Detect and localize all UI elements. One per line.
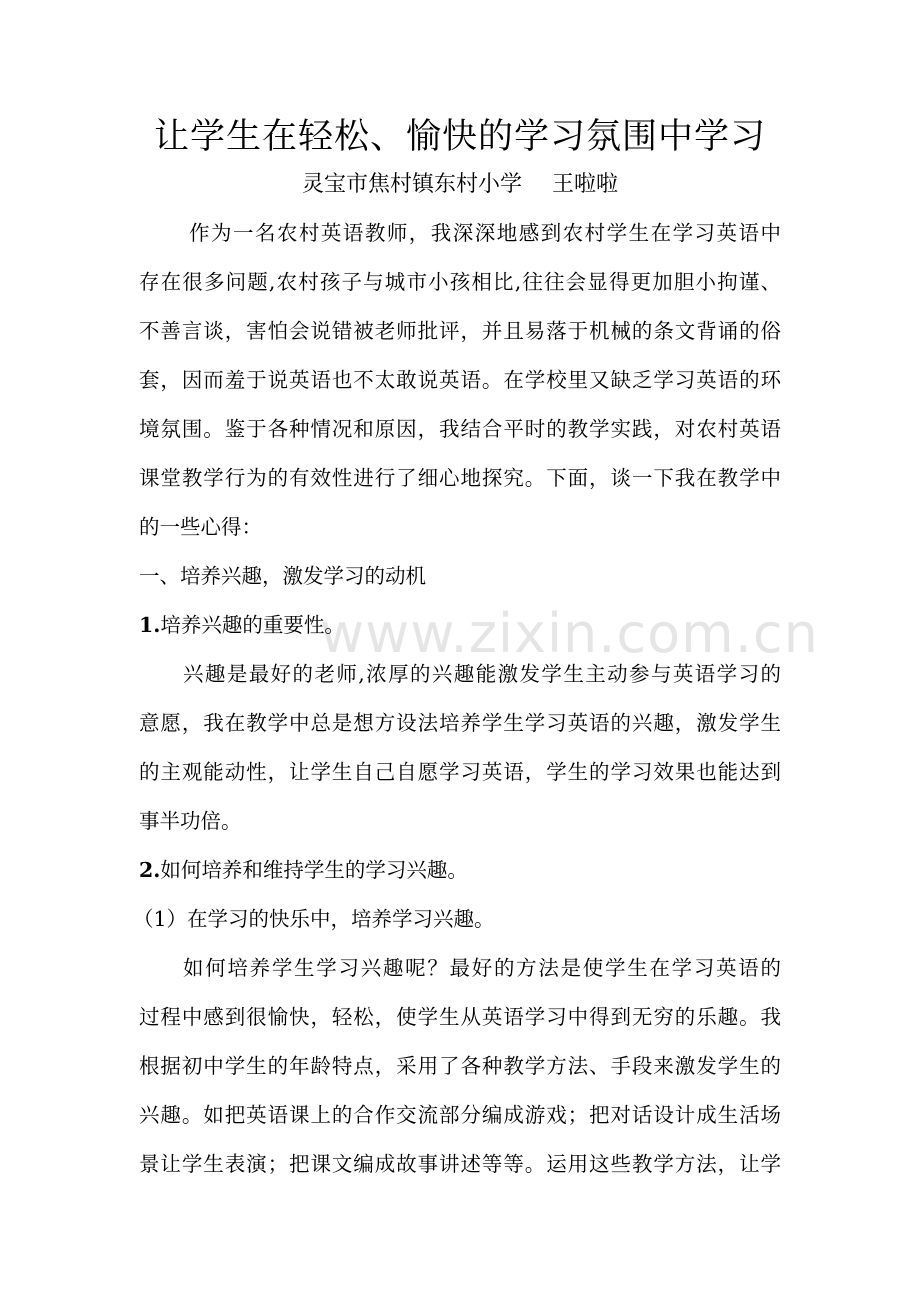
item-heading <box>133 896 775 942</box>
author-name: 王啦啦 <box>552 172 619 197</box>
section-heading: 一、培养兴趣，激发学习的动机 <box>139 564 426 588</box>
paragraph-line: 的一些心得： <box>139 515 262 539</box>
paragraph-line: 事半功倍。 <box>139 809 242 833</box>
paragraph-line: 套，因而羞于说英语也不太敢说英语。在学校里又缺乏学习英语的环 <box>139 368 781 392</box>
watermark-text: www.zixin.com.cn <box>320 602 819 665</box>
paragraph-line: 根据初中学生的年龄特点，采用了各种教学方法、手段来激发学生的 <box>139 1054 781 1078</box>
paragraph-line: 兴趣是最好的老师,浓厚的兴趣能激发学生主动参与英语学习的 <box>183 662 781 686</box>
paragraph-line: 课堂教学行为的有效性进行了细心地探究。下面，谈一下我在教学中 <box>139 466 781 490</box>
item-title: 在学习的快乐中，培养学习兴趣。 <box>187 907 495 931</box>
subsection-heading <box>139 847 781 893</box>
school-name: 灵宝市焦村镇东村小学 <box>301 172 522 197</box>
paragraph-line: 过程中感到很愉快，轻松，使学生从英语学习中得到无穷的乐趣。我 <box>139 1005 781 1029</box>
paragraph-line: 境氛围。鉴于各种情况和原因，我结合平时的教学实践，对农村英语 <box>139 417 781 441</box>
subsection-number: 1. <box>139 613 161 637</box>
paragraph-line: 作为一名农村英语教师，我深深地感到农村学生在学习英语中 <box>189 221 781 245</box>
subsection-number: 2. <box>139 858 161 882</box>
paragraph-line: 的主观能动性，让学生自己自愿学习英语，学生的学习效果也能达到 <box>139 760 781 784</box>
paragraph-line: 意愿，我在教学中总是想方设法培养学生学习英语的兴趣，激发学生 <box>139 711 781 735</box>
document-title: 让学生在轻松、愉快的学习氛围中学习 <box>153 117 766 157</box>
subsection-title: 如何培养和维持学生的学习兴趣。 <box>160 858 468 882</box>
subsection-heading <box>139 602 781 648</box>
paragraph-line: 存在很多问题,农村孩子与城市小孩相比,往往会显得更加胆小拘谨、 <box>139 270 781 294</box>
document-subtitle <box>0 168 920 202</box>
paragraph-line: 如何培养学生学习兴趣呢？最好的方法是使学生在学习英语的 <box>183 956 781 980</box>
paragraph-line: 不善言谈，害怕会说错被老师批评，并且易落于机械的条文背诵的俗 <box>139 319 781 343</box>
paragraph-line: 兴趣。如把英语课上的合作交流部分编成游戏；把对话设计成生活场 <box>139 1103 781 1127</box>
subsection-title: 培养兴趣的重要性。 <box>160 613 345 637</box>
item-number: （1） <box>133 907 188 931</box>
paragraph-line: 景让学生表演；把课文编成故事讲述等等。运用这些教学方法，让学 <box>139 1152 781 1176</box>
